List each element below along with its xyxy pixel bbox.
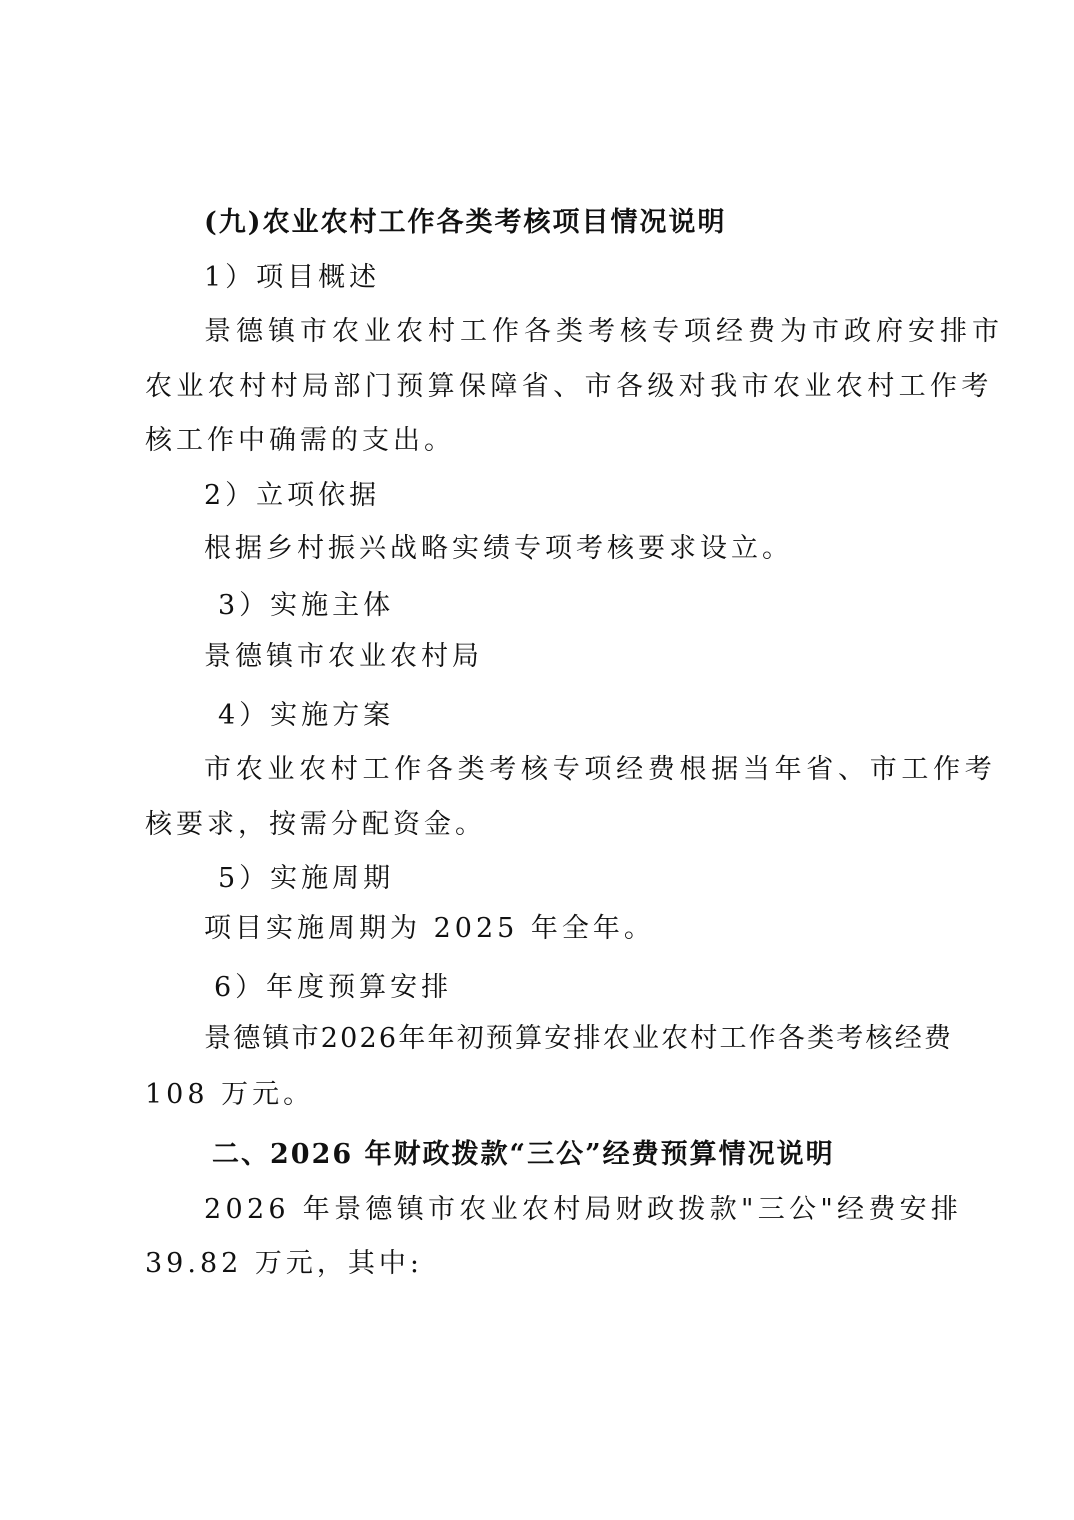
heading-annual-budget: 6）年度预算安排 <box>214 972 453 1003</box>
paragraph-budget-line-1: 景德镇市2026年年初预算安排农业农村工作各类考核经费 <box>204 1023 954 1054</box>
paragraph-budget-line-2: 108 万元。 <box>145 1079 315 1110</box>
heading-project-overview: 1）项目概述 <box>204 262 381 293</box>
paragraph-three-public-line-1: 2026 年景德镇市农业农村局财政拨款"三公"经费安排 <box>204 1194 963 1225</box>
paragraph-three-public-line-2: 39.82 万元，其中: <box>145 1248 423 1279</box>
paragraph-overview-line-3: 核工作中确需的支出。 <box>145 425 455 456</box>
paragraph-plan-line-2: 核要求，按需分配资金。 <box>145 809 486 840</box>
paragraph-overview-line-1: 景德镇市农业农村工作各类考核专项经费为市政府安排市 <box>204 316 1004 347</box>
paragraph-plan-line-1: 市农业农村工作各类考核专项经费根据当年省、市工作考 <box>204 754 997 785</box>
heading-project-basis: 2）立项依据 <box>204 480 381 511</box>
paragraph-implementing-entity: 景德镇市农业农村局 <box>204 641 483 672</box>
section-title-9: (九)农业农村工作各类考核项目情况说明 <box>204 207 727 238</box>
paragraph-project-basis: 根据乡村振兴战略实绩专项考核要求设立。 <box>204 533 793 564</box>
heading-implementation-period: 5）实施周期 <box>218 863 395 894</box>
paragraph-implementation-period: 项目实施周期为 2025 年全年。 <box>204 913 655 944</box>
paragraph-overview-line-2: 农业农村村局部门预算保障省、市各级对我市农业农村工作考 <box>145 371 993 402</box>
section-title-2: 二、2026 年财政拨款“三公”经费预算情况说明 <box>212 1139 835 1170</box>
heading-implementing-entity: 3）实施主体 <box>218 590 395 621</box>
heading-implementation-plan: 4）实施方案 <box>218 700 395 731</box>
